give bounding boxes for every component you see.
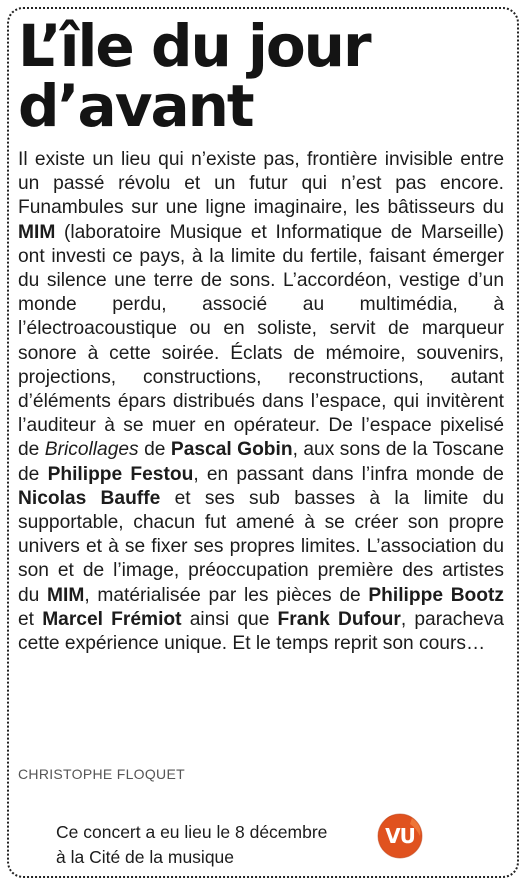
- badge-label: VU: [385, 824, 415, 848]
- body-text: de: [138, 439, 171, 461]
- mim-label: MIM: [18, 221, 56, 243]
- body-text: , en passant dans l’infra monde de: [193, 463, 504, 485]
- title-line-2: d’avant: [18, 72, 253, 140]
- article-body: [18, 148, 504, 656]
- event-note: [56, 820, 356, 870]
- body-text: ainsi que: [181, 608, 278, 630]
- body-text: et: [18, 608, 43, 630]
- body-text: , paracheva cette expérience unique. Et le temps reprit son cours…: [18, 608, 504, 655]
- work-title: Bricollages: [44, 439, 139, 461]
- artist-name: Marcel Frémiot: [42, 608, 182, 630]
- artist-name: Philippe Festou: [47, 463, 194, 485]
- body-text: (laboratoire Musique et Informatique de Marseille) ont investi ce pays, à la limite du fertile, faisant émerger du silence une terre de sons. L’accordéon, vestige d’un monde perdu, associé au multimédia, à l’électroacoustique ou en soliste, servit de marqueur sonore à cette soirée. Éclats de mémoire, souvenirs, projections, constructions, reconstructions, autant d’éléments épars distribués dans l’espace, qui invitèrent l’auditeur à se muer en opérateur. De l’espace pixelisé de: [18, 221, 504, 461]
- artist-name: Philippe Bootz: [368, 584, 504, 606]
- body-text: , aux sons de la Toscane de: [18, 439, 504, 485]
- artist-name: Nicolas Bauffe: [18, 487, 161, 509]
- vu-badge-icon: [372, 806, 428, 862]
- body-text: et ses sub basses à la limite du supportable, chacun fut amené à se créer son propre univers et à se fixer ses propres limites. L’association du son et de l’image, préoccupation première des artistes du: [18, 487, 504, 606]
- article-title: [18, 12, 508, 140]
- artist-name: Frank Dufour: [277, 608, 401, 630]
- title-line-1: L’île du jour: [18, 12, 370, 80]
- body-text: , matérialisée par les pièces de: [84, 584, 369, 606]
- event-note-line-1: Ce concert a eu lieu le 8 décembre: [56, 822, 328, 842]
- mim-label: MIM: [47, 584, 85, 606]
- event-note-line-2: à la Cité de la musique: [56, 847, 235, 867]
- author-byline: CHRISTOPHE FLOQUET: [18, 766, 185, 782]
- body-text: Il existe un lieu qui n’existe pas, frontière invisible entre un passé révolu et un futur qui n’est pas encore. Funambules sur une ligne imaginaire, les bâtisseurs du: [18, 149, 504, 219]
- artist-name: Pascal Gobin: [170, 439, 293, 461]
